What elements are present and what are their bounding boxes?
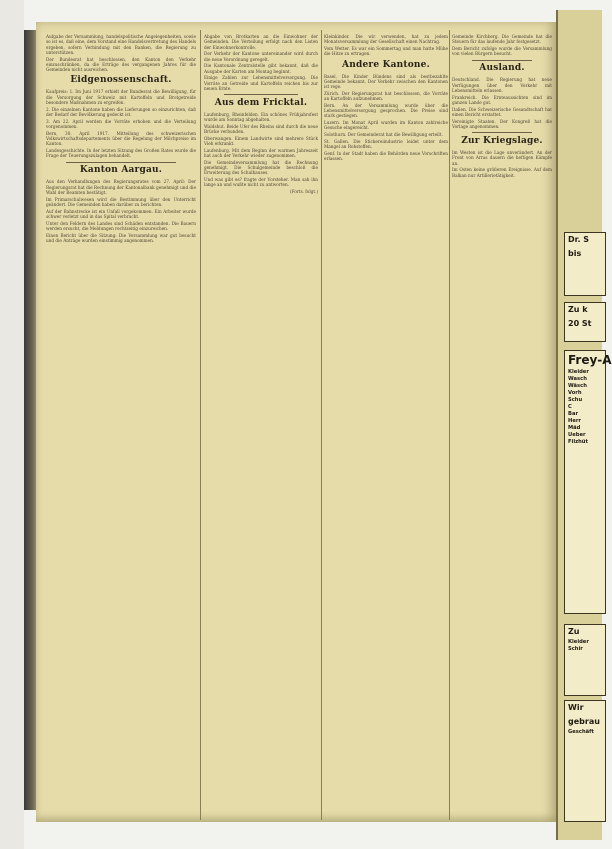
paragraph: Bern. An der Versammlung wurde über die Lebensmittelversorgung gesprochen. Die Preise sind stark gestiegen.	[324, 102, 448, 119]
section-heading: Ausland.	[479, 63, 525, 74]
paragraph: Oberwangen. Einem Landwirte sind mehrere Stück Vieh erkrankt.	[204, 135, 318, 147]
paragraph: Basel. Die Kinder Bündens sind als bestbezahlte Gemeinde bekannt. Der Verkehr zwischen den Kantonen ist rege.	[324, 73, 448, 90]
column-3	[324, 34, 448, 818]
separator	[224, 94, 298, 95]
paragraph: Genf. In der Stadt haben die Behörden neue Vorschriften erlassen.	[324, 150, 448, 162]
paragraph: Deutschland. Die Regierung hat neue Verfügungen über den Verkehr mit Lebensmitteln erlassen.	[452, 77, 552, 93]
ad-line: Filzhüt	[568, 439, 588, 445]
paragraph: Landesgeschichte. In der letzten Sitzung des Großen Rates wurde die Frage der Teuerungszulagen behandelt.	[46, 148, 196, 159]
paragraph: Im Primarschulwesen wird die Bestimmung über den Unterricht geändert. Die Gemeinden haben darüber zu berichten.	[46, 196, 196, 207]
paragraph: Auf der Bahnstrecke ist ein Unfall vorgekommen. Ein Arbeiter wurde schwer verletzt und in das Spital verbracht.	[46, 208, 196, 219]
paragraph: Und was gibt es? fragte der Vorsteher. Man sah ihn lange an und wußte nicht zu antworten.	[204, 177, 318, 188]
ad-line: Mäd	[568, 425, 581, 431]
paragraph: Solothurn. Der Gemeinderat hat die Bewilligung erteilt.	[324, 132, 443, 138]
ad-line: Vorh	[568, 390, 582, 396]
paragraph: Kaufpreis: 1. Im Juni 1917 erhielt der Bundesrat die Bewilligung, für die Versorgung der Schweiz mit Kartoffeln und Brotgetreide besondere Maßnahmen zu ergreifen.	[46, 89, 196, 106]
paragraph: 3. Am 22. April werden die Vorräte erhoben und die Verteilung vorgenommen.	[46, 118, 196, 130]
separator	[472, 132, 532, 133]
ad-title: Frey-A	[568, 353, 612, 367]
ad-line: Schir	[568, 646, 583, 652]
paragraph: Aufgabe der Versammlung, handelspolitische Angelegenheiten, sowie so ist es, daß eine, dem Vorstand eine Handelsvertretung des Handels ergeben, sofern Verbindung mit den Banken, die Regierung zu unterstützen.	[46, 34, 196, 55]
column-1	[46, 34, 196, 818]
paragraph: Aus den Verhandlungen des Regierungsrates vom 27. April: Der Regierungsrat hat die Rechnung der Kantonalbank genehmigt und die Wahl der Beamten bestätigt.	[46, 179, 196, 195]
ad-line: C	[568, 404, 572, 410]
column-2	[204, 34, 318, 818]
paragraph: (Forts. folgt.)	[289, 189, 318, 195]
paragraph: Einige Zahlen zur Lebensmittelversorgung. Die Vorräte an Getreide und Kartoffeln reichen bis zur neuen Ernte.	[204, 75, 318, 91]
section-heading: Eidgenossenschaft.	[70, 75, 172, 86]
paragraph: Der Verkehr der Kantone untereinander wird durch die neue Verordnung geregelt.	[204, 51, 318, 62]
section-heading: Andere Kantone.	[342, 59, 430, 70]
paragraph: 2. Die einzelnen Kantone haben die Lieferungen so einzurichten, daß der Bedarf der Bevölkerung gedeckt ist.	[46, 106, 196, 118]
section-heading: Zur Kriegslage.	[461, 136, 543, 147]
paragraph: Waldshut. Beide Ufer des Rheins sind durch die neue Brücke verbunden.	[204, 123, 318, 135]
paragraph: Kleinkinder. Die wir verwenden, hat zu jedem Monatsversammlung der Gesellschaft einen Nachtrag.	[324, 34, 448, 45]
paragraph: Bern, 30. April 1917. Mitteilung des schweizerischen Volkswirtschaftsdepartements über die Regelung der Milchpreise im Kanton.	[46, 130, 196, 147]
paragraph: Laufenburg. Mit dem Beginn der warmen Jahreszeit hat auch der Verkehr wieder zugenommen.	[204, 147, 318, 159]
ad-title: Dr. S	[568, 235, 590, 244]
paragraph: Dem Bericht zufolge wurde die Versammlung von vielen Bürgern besucht.	[452, 45, 552, 57]
paragraph: Vereinigte Staaten. Der Kongreß hat die Vorlage angenommen.	[452, 118, 552, 129]
ad-line: Wäsch	[568, 383, 587, 389]
paragraph: Einen Bericht über die Sitzung: Die Versammlung war gut besucht und die Anträge wurden einstimmig angenommen.	[46, 232, 196, 243]
paragraph: Die Gemeindeversammlung hat die Rechnung genehmigt. Die Schulgemeinde beschloß die Erweiterung des Schulhauses.	[204, 159, 318, 176]
ad-line: Schu	[568, 397, 583, 403]
column-rule	[449, 30, 450, 820]
paragraph: Gemeinde Kirchberg. Die Gemeinde hat die Steuern für das laufende Jahr festgesetzt.	[452, 34, 552, 45]
paragraph: St. Gallen. Die Stickereiindustrie leidet unter dem Mangel an Rohstoffen.	[324, 138, 448, 150]
ad-line: Ueber	[568, 432, 586, 438]
advertisement	[564, 232, 606, 296]
paragraph: Im Westen ist die Lage unverändert. An der Front von Arras dauern die heftigen Kämpfe an.	[452, 150, 552, 166]
paragraph: Die Kantonale Zentralstelle gibt bekannt, daß die Ausgabe der Karten am Montag beginnt.	[204, 63, 318, 74]
ad-line: gebrau	[568, 717, 600, 726]
ad-line: Herr	[568, 418, 581, 424]
paragraph: Luzern. Im Monat April wurden im Kanton zahlreiche Gesuche eingereicht.	[324, 120, 448, 131]
paragraph: Italien. Die Schweizerische Gesandtschaft hat einen Bericht erstattet.	[452, 106, 552, 117]
column-4	[452, 34, 552, 818]
paragraph: Frankreich. Die Ernteaussichten sind im ganzen Lande gut.	[452, 94, 552, 105]
section-heading: Aus dem Fricktal.	[214, 97, 308, 108]
separator	[66, 162, 176, 163]
advertisement	[564, 302, 606, 342]
ad-line: Kleider	[568, 369, 589, 375]
paragraph: Laufenburg, Rheinfelden. Ein schönes Frühjahrsfest wurde am Sonntag abgehalten.	[204, 111, 318, 123]
paragraph: Der Bundesrat hat beschlossen, den Kanton den Verkehr einzuschränken, da die Erträge des vergangenen Jahres für die Gemeinden nicht ausreichen.	[46, 56, 196, 73]
advertisement	[564, 624, 606, 696]
column-rule	[321, 30, 322, 820]
ad-line: Wasch	[568, 376, 587, 382]
ad-line: Zu	[568, 627, 580, 636]
ad-subtitle: bis	[568, 249, 582, 258]
separator	[472, 60, 532, 61]
paragraph: Zürich. Der Regierungsrat hat beschlossen, die Vorräte an Kartoffeln aufzunehmen.	[324, 90, 448, 102]
advertisement	[564, 700, 606, 822]
advertisement	[564, 350, 612, 614]
paragraph: Im Osten keine größeren Ereignisse. Auf dem Balkan nur Artillerietätigkeit.	[452, 167, 552, 178]
column-rule	[200, 30, 201, 820]
ad-line: Zu k	[568, 305, 588, 314]
ad-line: 20 St	[568, 319, 592, 328]
paragraph: Abgabe von Brotkarten an die Einwohner der Gemeinden. Die Verteilung erfolgt nach den Listen der Einwohnerkontrolle.	[204, 34, 318, 50]
background-strip	[0, 0, 24, 849]
paragraph: Vom Wetter. Es war ein Sommertag und man hatte Mühe die Hitze zu ertragen.	[324, 45, 448, 57]
paragraph: Unter den Feldern des Landes sind Schäden entstanden. Die Bauern werden ersucht, die Meldungen rechtzeitig einzureichen.	[46, 220, 196, 231]
ad-line: Geschäft	[568, 729, 594, 735]
ad-line: Wir	[568, 703, 584, 712]
ad-line: Kleider	[568, 639, 589, 645]
section-heading: Kanton Aargau.	[79, 165, 163, 176]
ad-line: Bar	[568, 411, 579, 417]
